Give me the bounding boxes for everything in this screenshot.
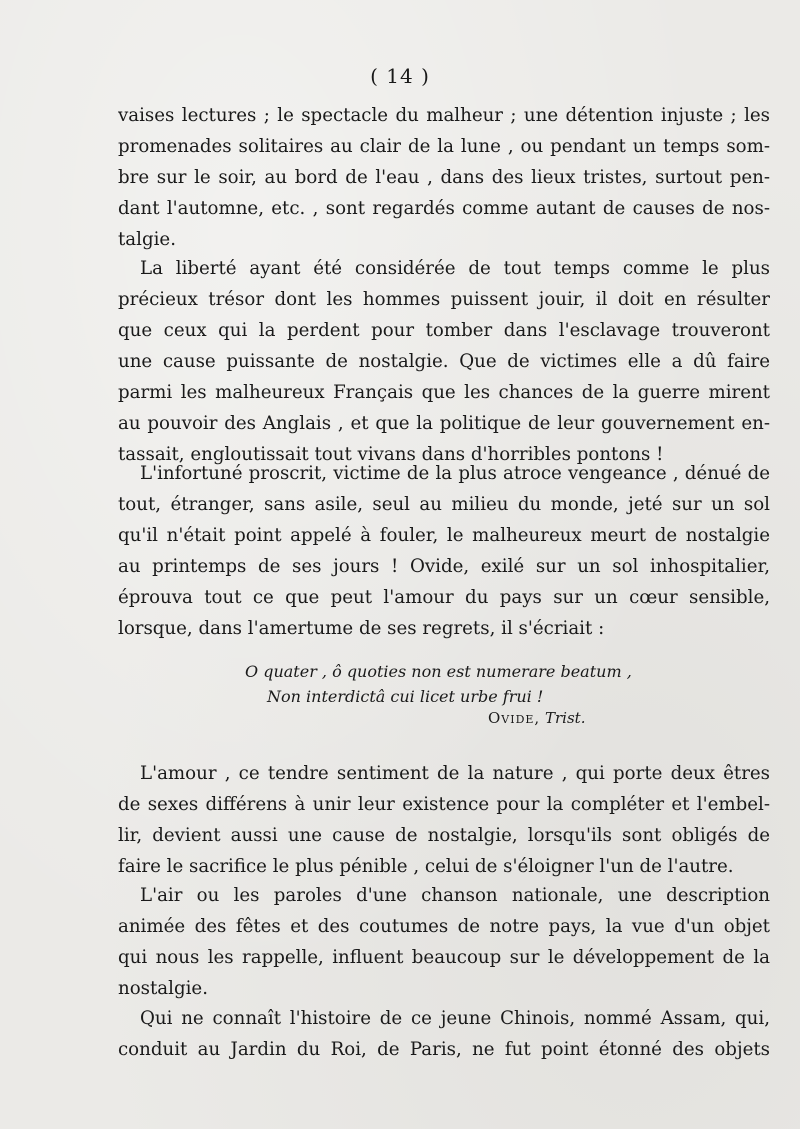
verse-line-2: Non interdictâ cui licet urbe frui ! bbox=[267, 687, 544, 706]
text-line: tout, étranger, sans asile, seul au milieu du monde, jeté sur un sol bbox=[118, 494, 770, 515]
text-line: lir, devient aussi une cause de nostalgie, lorsqu'ils sont obligés de bbox=[118, 825, 770, 846]
text-line: Qui ne connaît l'histoire de ce jeune Chinois, nommé Assam, qui, bbox=[140, 1008, 770, 1029]
text-line: promenades solitaires au clair de la lune , ou pendant un temps som- bbox=[118, 136, 770, 157]
text-line: nostalgie. bbox=[118, 978, 208, 999]
paragraph-5 bbox=[118, 880, 770, 1004]
paragraph-4 bbox=[118, 758, 770, 882]
verse-line-1: O quater , ô quoties non est numerare beatum , bbox=[245, 662, 632, 681]
verse-attribution bbox=[488, 709, 585, 727]
page-number: ( 14 ) bbox=[370, 64, 430, 88]
text-line: vaises lectures ; le spectacle du malheur ; une détention injuste ; les bbox=[118, 105, 770, 126]
text-line: précieux trésor dont les hommes puissent jouir, il doit en résulter bbox=[118, 289, 770, 310]
text-line: faire le sacrifice le plus pénible , celui de s'éloigner l'un de l'autre. bbox=[118, 856, 734, 877]
text-line: parmi les malheureux Français que les chances de la guerre mirent bbox=[118, 382, 770, 403]
text-line: tassait, engloutissait tout vivans dans d'horribles pontons ! bbox=[118, 444, 664, 465]
text-line: L'air ou les paroles d'une chanson nationale, une description bbox=[140, 885, 770, 906]
text-line: L'amour , ce tendre sentiment de la nature , qui porte deux êtres bbox=[140, 763, 770, 784]
text-line: qui nous les rappelle, influent beaucoup sur le développement de la bbox=[118, 947, 770, 968]
paragraph-2 bbox=[118, 253, 770, 470]
text-line: L'infortuné proscrit, victime de la plus atroce vengeance , dénué de bbox=[140, 463, 770, 484]
text-line: conduit au Jardin du Roi, de Paris, ne fut point étonné des objets bbox=[118, 1039, 770, 1060]
text-line: que ceux qui la perdent pour tomber dans l'esclavage trouveront bbox=[118, 320, 770, 341]
attribution-work: Trist. bbox=[545, 709, 586, 727]
paragraph-1 bbox=[118, 100, 770, 255]
text-line: talgie. bbox=[118, 229, 176, 250]
text-line: La liberté ayant été considérée de tout temps comme le plus bbox=[140, 258, 770, 279]
text-line: éprouva tout ce que peut l'amour du pays sur un cœur sensible, bbox=[118, 587, 770, 608]
paragraph-3 bbox=[118, 458, 770, 644]
text-line: qu'il n'était point appelé à fouler, le malheureux meurt de nostalgie bbox=[118, 525, 770, 546]
text-line: lorsque, dans l'amertume de ses regrets, il s'écriait : bbox=[118, 618, 605, 639]
text-line: animée des fêtes et des coutumes de notre pays, la vue d'un objet bbox=[118, 916, 770, 937]
text-line: de sexes différens à unir leur existence pour la compléter et l'embel- bbox=[118, 794, 770, 815]
text-line: bre sur le soir, au bord de l'eau , dans des lieux tristes, surtout pen- bbox=[118, 167, 770, 188]
text-line: au printemps de ses jours ! Ovide, exilé sur un sol inhospitalier, bbox=[118, 556, 770, 577]
text-line: une cause puissante de nostalgie. Que de victimes elle a dû faire bbox=[118, 351, 770, 372]
text-line: dant l'automne, etc. , sont regardés comme autant de causes de nos- bbox=[118, 198, 770, 219]
text-line: au pouvoir des Anglais , et que la politique de leur gouvernement en- bbox=[118, 413, 770, 434]
attribution-author: Ovide, bbox=[488, 709, 541, 727]
paragraph-6 bbox=[118, 1003, 770, 1065]
